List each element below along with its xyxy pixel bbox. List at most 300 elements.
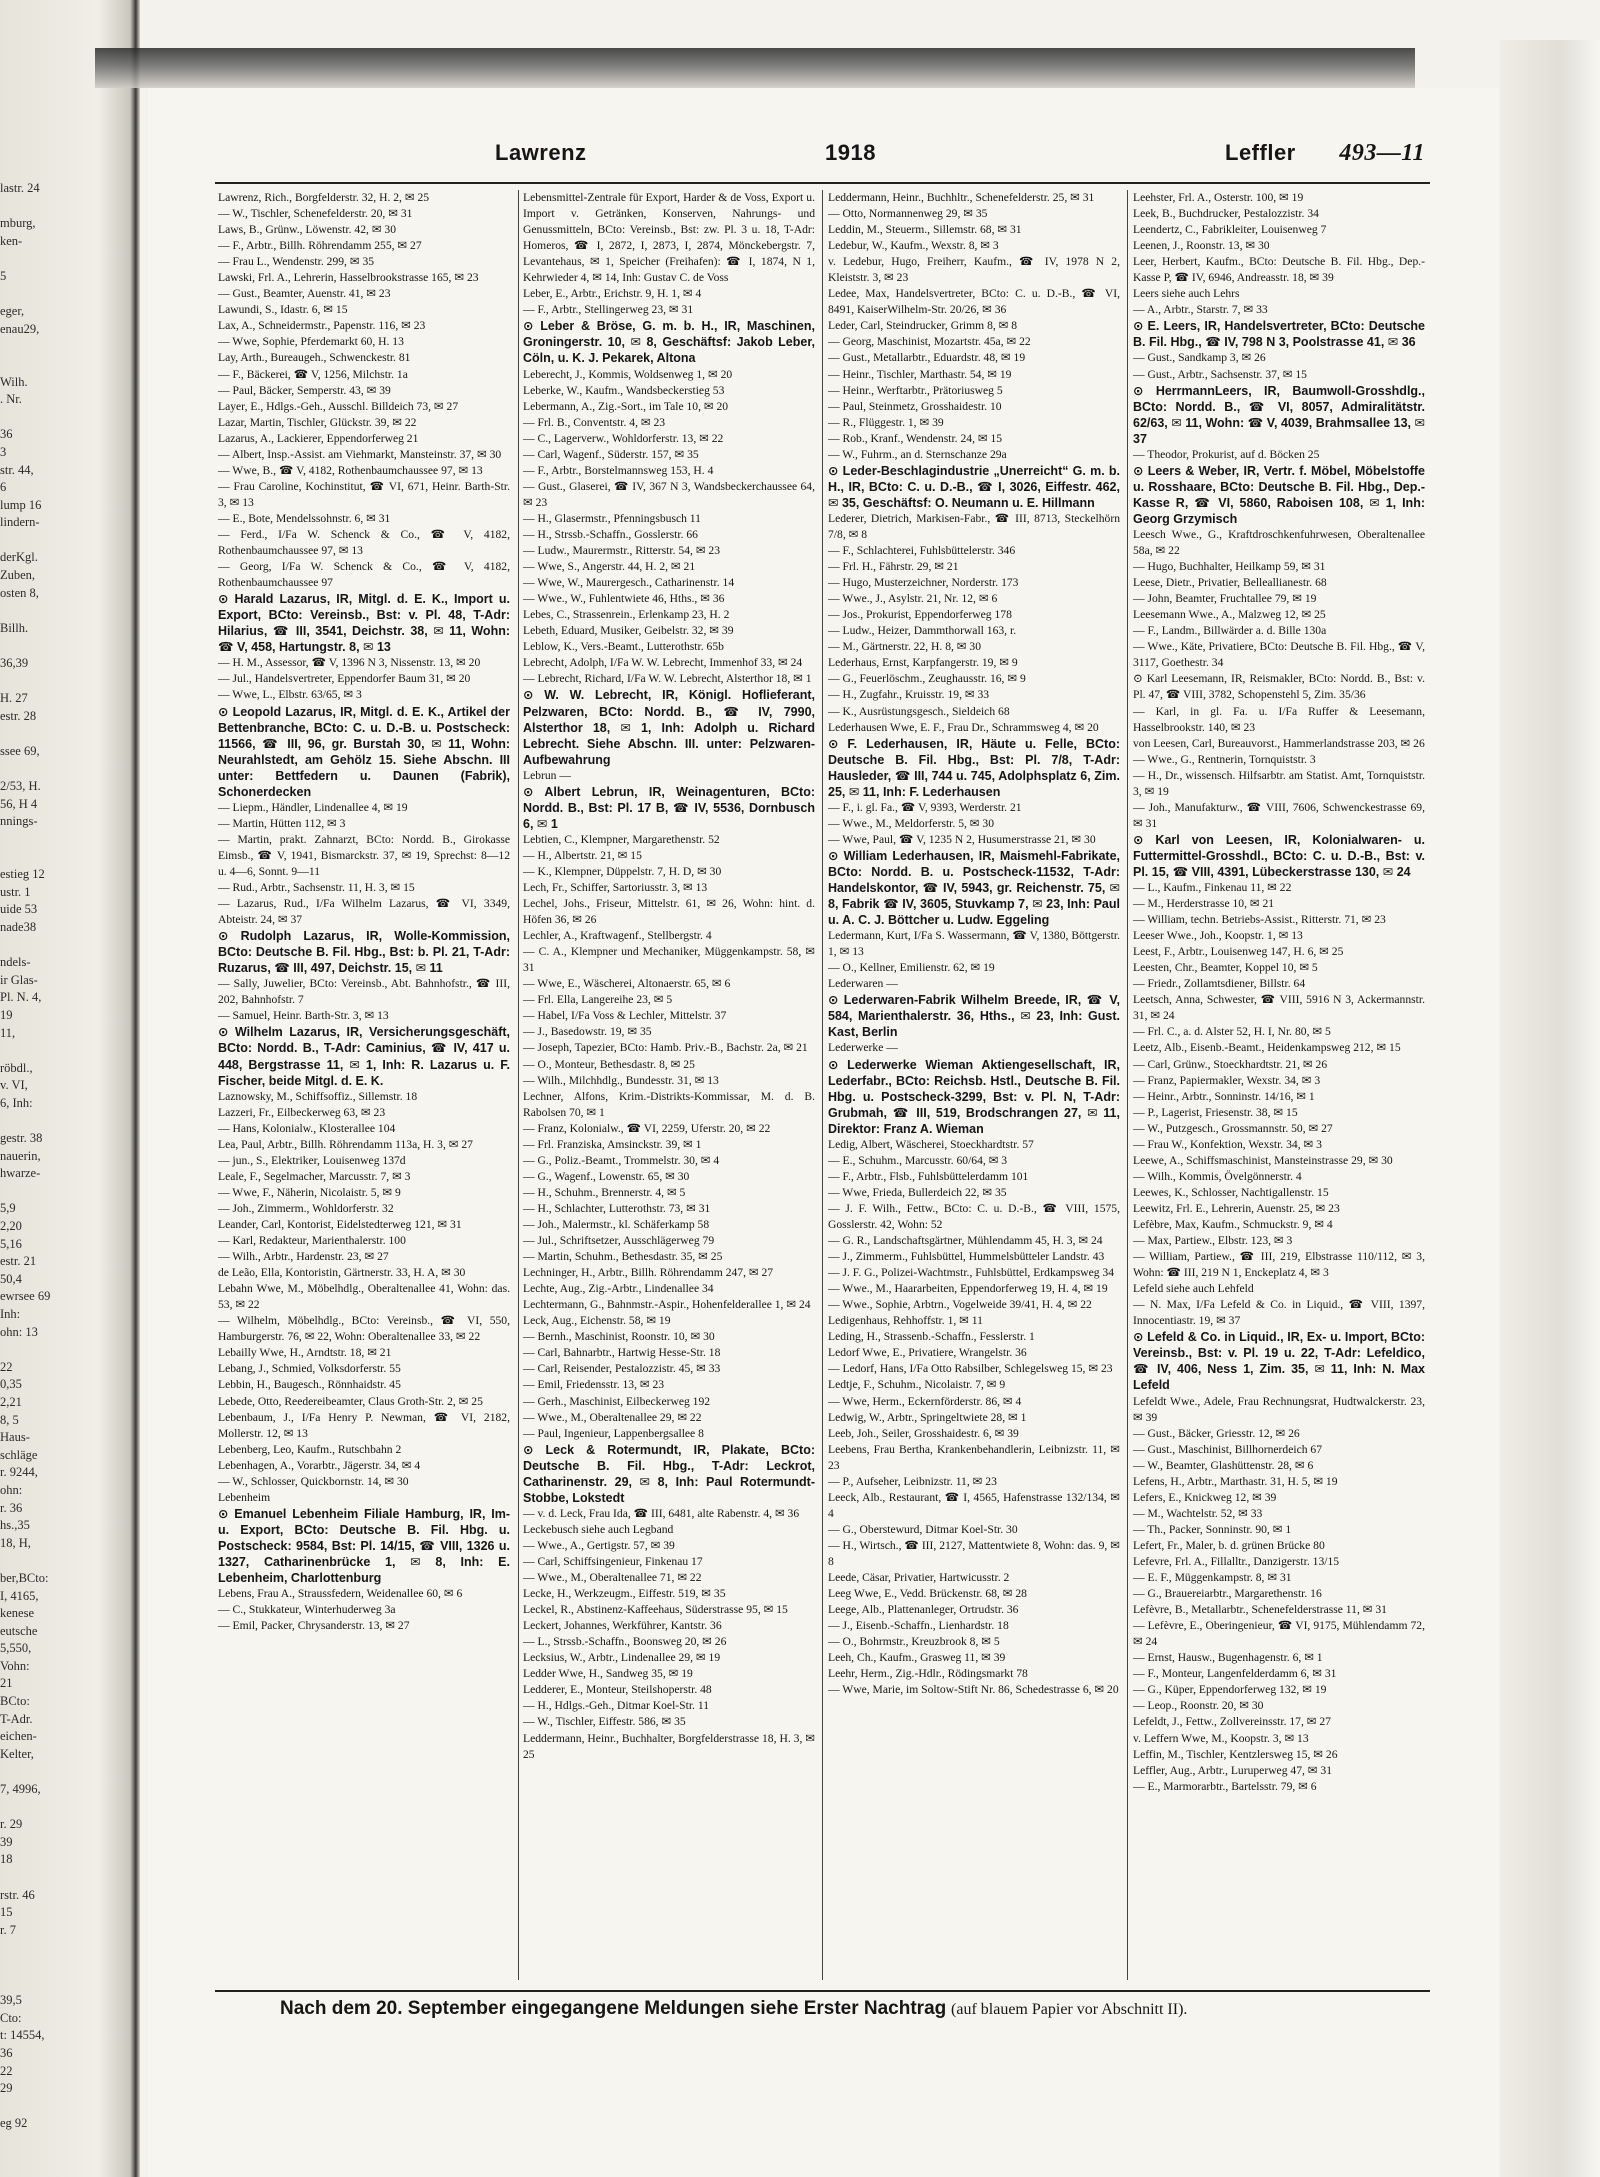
directory-entry: ⊙ Rudolph Lazarus, IR, Wolle-Kommission, BCto: Deutsche B. Fil. Hbg., Bst: b. Pl. 21, T-Adr: Ruzarus, ☎ III, 497, Deichstr. 15, ✉ 11 — [218, 929, 510, 976]
directory-entry: — Martin, prakt. Zahnarzt, BCto: Nordd. B., Girokasse Eimsb., ☎ V, 1941, Bismarckstr. 37, ✉ 19, Sprechst: 8—12 u. 4—6, Sonnt. 9—11 — [218, 832, 510, 878]
directory-entry: — H., Schuhm., Brennerstr. 4, ✉ 5 — [523, 1185, 686, 1199]
directory-entry: — H., Zugfahr., Kruisstr. 19, ✉ 33 — [828, 688, 990, 702]
footer-normal-text: (auf blauem Papier vor Abschnitt II). — [951, 2001, 1188, 2018]
directory-entry: Leberecht, J., Kommis, Woldsenweg 1, ✉ 20 — [523, 367, 733, 381]
directory-entry: Leeb, Joh., Seiler, Grosshaidestr. 6, ✉ 39 — [828, 1426, 1019, 1440]
gutter-line: 5,550, — [0, 1641, 32, 1656]
directory-entry: Leck, Aug., Eichenstr. 58, ✉ 19 — [523, 1314, 671, 1328]
gutter-line: ber,BCto: — [0, 1570, 49, 1585]
directory-entry: — Gust., Sandkamp 3, ✉ 26 — [1133, 351, 1266, 365]
directory-entry: — Jos., Prokurist, Eppendorferweg 178 — [828, 608, 1012, 622]
directory-entry: Lefèvre, B., Metallarbtr., Schenefelderstrasse 11, ✉ 31 — [1133, 1603, 1387, 1617]
gutter-line: I, 4165, — [0, 1588, 39, 1603]
directory-entry: Leewe, A., Schiffsmaschinist, Mansteinstrasse 29, ✉ 30 — [1133, 1153, 1393, 1167]
gutter-line: eutsche — [0, 1623, 38, 1638]
directory-entry: Lefers, E., Knickweg 12, ✉ 39 — [1133, 1490, 1277, 1504]
directory-entry: Leebens, Frau Bertha, Krankenbehandlerin, Leibnizstr. 11, ✉ 23 — [828, 1442, 1120, 1472]
gutter-line: nauerin, — [0, 1148, 41, 1163]
directory-entry: — Wwe, W., Maurergesch., Catharinenstr. 14 — [523, 576, 735, 590]
column-divider — [822, 190, 823, 1980]
gutter-line — [0, 250, 128, 268]
directory-entry: — Carl, Bahnarbtr., Hartwig Hesse-Str. 18 — [523, 1346, 721, 1360]
directory-entry: Lawrenz, Rich., Borgfelderstr. 32, H. 2, ✉ 25 — [218, 191, 430, 204]
gutter-line: 5,16 — [0, 1236, 22, 1251]
directory-entry: v. Leffern Wwe, M., Koopstr. 3, ✉ 13 — [1133, 1731, 1309, 1745]
column-2 — [523, 190, 815, 1990]
directory-entry: de Leão, Ella, Kontoristin, Gärtnerstr. 33, H. A, ✉ 30 — [218, 1266, 466, 1280]
directory-entry: ⊙ Harald Lazarus, IR, Mitgl. d. E. K., Import u. Export, BCto: Vereinsb., Bst: v. Pl. 48, T-Adr: Hilarius, ☎ III, 3541, Deichstr. 38, ✉ 11, Wohn: ☎ V, 458, Hartungstr. 8, ✉ 13 — [218, 592, 510, 655]
directory-entry: — Gust., Glaserei, ☎ IV, 367 N 3, Wandsbeckerchaussee 64, ✉ 23 — [523, 479, 815, 509]
directory-entry: — Gust., Arbtr., Sachsenstr. 37, ✉ 15 — [1133, 367, 1307, 381]
directory-entry: — Hans, Kolonialw., Klosterallee 104 — [218, 1121, 396, 1135]
gutter-line: 15 — [0, 1905, 13, 1920]
directory-entry: — A., Arbtr., Starstr. 7, ✉ 33 — [1133, 303, 1268, 317]
directory-entry: — Wwe., J., Asylstr. 21, Nr. 12, ✉ 6 — [828, 592, 998, 606]
gutter-line: eger, — [0, 304, 25, 319]
gutter-line: 39,5 — [0, 1993, 22, 2008]
directory-entry: — Sally, Juwelier, BCto: Vereinsb., Abt. Bahnhofstr., ☎ III, 202, Bahnhofstr. 7 — [218, 977, 510, 1007]
directory-entry: Lebensmittel-Zentrale für Export, Harder & de Voss, Export u. Import v. Getränken, Konserven, Nahrungs- und Genussmitteln, BCto: Vereinsb., Bst: zw. Pl. 3 u. 18, T-Adr: Homeros, ☎ I, 2872, I, 2873, I, 2874, Mönckebergstr. 7, Levantehaus, ✉ 1, Speicher (Freihafen): ☎ I, 1874, N 1, Kehrwieder 4, ✉ 14, Inh: Gustav C. de Voss — [523, 191, 815, 285]
directory-entry: Lazar, Martin, Tischler, Glückstr. 39, ✉ 22 — [218, 415, 417, 429]
gutter-line: r. 9244, — [0, 1465, 38, 1480]
directory-entry: Lazarus, A., Lackierer, Eppendorferweg 21 — [218, 431, 419, 445]
gutter-line: 6 — [0, 480, 7, 495]
directory-entry: Lechner, Alfons, Krim.-Distrikts-Kommissar, M. d. B. Rabolsen 70, ✉ 1 — [523, 1089, 815, 1119]
gutter-line: estieg 12 — [0, 867, 45, 882]
directory-entry: Leddermann, Heinr., Buchhltr., Schenefelderstr. 25, ✉ 31 — [828, 191, 1095, 204]
gutter-line: ken- — [0, 233, 23, 248]
directory-entry: Lefeldt, J., Fettw., Zollvereinsstr. 17, ✉ 27 — [1133, 1715, 1331, 1729]
directory-entry: Lebailly Wwe, H., Arndtstr. 18, ✉ 21 — [218, 1346, 392, 1360]
directory-entry: ⊙ Albert Lebrun, IR, Weinagenturen, BCto: Nordd. B., Bst: Pl. 17 B, ☎ IV, 5536, Dornbusch 6, ✉ 1 — [523, 784, 815, 831]
directory-entry: — G., Küper, Eppendorferweg 132, ✉ 19 — [1133, 1683, 1327, 1697]
gutter-line: nnings- — [0, 814, 38, 829]
gutter-line: Billh. — [0, 620, 29, 635]
directory-entry: — W., Tischler, Schenefelderstr. 20, ✉ 31 — [218, 207, 413, 221]
directory-entry: — H., Strssb.-Schaffn., Gosslerstr. 66 — [523, 527, 698, 541]
gutter-line: lump 16 — [0, 497, 42, 512]
gutter-line — [0, 761, 128, 779]
directory-entry: Lederer, Dietrich, Markisen-Fabr., ☎ III, 8713, Steckelhörn 7/8, ✉ 8 — [828, 511, 1120, 541]
directory-entry: — Hugo, Buchhalter, Heilkamp 59, ✉ 31 — [1133, 560, 1326, 574]
directory-entry: Leest, F., Arbtr., Louisenweg 147, H. 6, ✉ 25 — [1133, 945, 1344, 959]
directory-entry: — Liepm., Händler, Lindenallee 4, ✉ 19 — [218, 800, 408, 814]
gutter-line — [0, 1957, 128, 1975]
directory-entry: Ledorf Wwe, E., Privatiere, Wrangelstr. 36 — [828, 1346, 1027, 1360]
gutter-line: röbdl., — [0, 1060, 33, 1075]
directory-entry: Lechtermann, G., Bahnmstr.-Aspir., Hohenfelderallee 1, ✉ 24 — [523, 1298, 811, 1312]
header-last-entry: Leffler — [1225, 140, 1296, 165]
gutter-line: r. 29 — [0, 1817, 23, 1832]
gutter-line — [0, 1975, 128, 1993]
directory-entry: Lebahn Wwe, M., Möbelhdlg., Oberaltenallee 41, Wohn: das. 53, ✉ 22 — [218, 1282, 510, 1312]
gutter-line: 36 — [0, 427, 13, 442]
directory-entry: ⊙ Leers & Weber, IR, Vertr. f. Möbel, Möbelstoffe u. Rosshaare, BCto: Deutsche B. Fil. Hbg., Dep.-Kasse R, ☎ VI, 5860, Raboisen 108, ✉ 1, Inh: Georg Grzymisch — [1133, 463, 1425, 526]
directory-entry: v. Ledebur, Hugo, Freiherr, Kaufm., ☎ IV, 1978 N 2, Kleiststr. 3, ✉ 23 — [828, 255, 1120, 285]
directory-entry: — C., Lagerverw., Wohldorferstr. 13, ✉ 22 — [523, 431, 724, 445]
directory-entry: — W., Tischler, Eiffestr. 586, ✉ 35 — [523, 1715, 686, 1729]
directory-entry: ⊙ Lefeld & Co. in Liquid., IR, Ex- u. Import, BCto: Vereinsb., Bst: v. Pl. 19 u. 22, T-Adr: Lefeldico, ☎ IV, 406, Ness 1, Zim. 35, ✉ 11, Inh: N. Max Lefeld — [1133, 1330, 1425, 1393]
directory-entry: — Ferd., I/Fa W. Schenck & Co., ☎ V, 4182, Rothenbaumchaussee 97, ✉ 13 — [218, 527, 510, 558]
directory-entry: — H., Albertstr. 21, ✉ 15 — [523, 848, 642, 862]
gutter-line: r. 7 — [0, 1922, 16, 1937]
directory-entry: — Martin, Schuhm., Bethesdastr. 35, ✉ 25 — [523, 1250, 723, 1264]
directory-entry: Lechler, A., Kraftwagenf., Stellbergstr. 4 — [523, 929, 712, 943]
directory-entry: — Wwe, B., ☎ V, 4182, Rothenbaumchaussee 97, ✉ 13 — [218, 463, 483, 477]
directory-entry: — Carl, Grünw., Stoeckhardtstr. 21, ✉ 26 — [1133, 1057, 1328, 1071]
gutter-line — [0, 831, 128, 849]
directory-entry: — H., Schlachter, Lutterothstr. 73, ✉ 31 — [523, 1201, 711, 1215]
directory-entry: — Friedr., Zollamtsdiener, Billstr. 64 — [1133, 977, 1306, 991]
directory-entry: — N. Max, I/Fa Lefeld & Co. in Liquid., ☎ VIII, 1397, Innocentiastr. 19, ✉ 37 — [1133, 1298, 1425, 1328]
gutter-line — [0, 1869, 128, 1887]
directory-entry: — Wwe, Paul, ☎ V, 1235 N 2, Husumerstrasse 21, ✉ 30 — [828, 832, 1096, 846]
directory-entry: — F., Arbtr., Billh. Röhrendamm 255, ✉ 27 — [218, 239, 422, 253]
directory-entry: — Max, Partiew., Elbstr. 123, ✉ 3 — [1133, 1234, 1293, 1248]
directory-entry: — Wwe., M., Haararbeiten, Eppendorferweg 19, H. 4, ✉ 19 — [828, 1282, 1108, 1296]
gutter-line: kenese — [0, 1606, 35, 1621]
directory-entry: ⊙ W. W. Lebrecht, IR, Königl. Hoflieferant, Pelzwaren, BCto: Nordd. B., ☎ IV, 7990, Alsterthor 18, ✉ 1, Inh: Adolph u. Richard Lebrecht. Siehe Abschn. III. unter: Pelzwaren-Aufbewahrung — [523, 688, 815, 767]
directory-entry: Lebede, Otto, Reedereibeamter, Claus Groth-Str. 2, ✉ 25 — [218, 1394, 483, 1408]
gutter-line — [0, 673, 128, 691]
directory-entry: Lebermann, A., Zig.-Sort., im Tale 10, ✉ 20 — [523, 399, 729, 413]
gutter-line: Pl. N. 4, — [0, 990, 42, 1005]
gutter-line: mburg, — [0, 216, 36, 231]
directory-entry: — Joseph, Tapezier, BCto: Hamb. Priv.-B., Bachstr. 2a, ✉ 21 — [523, 1041, 808, 1055]
directory-entry: — Heinr., Tischler, Marthastr. 54, ✉ 19 — [828, 367, 1012, 381]
gutter-line: 7, 4996, — [0, 1782, 41, 1797]
gutter-line: 5,9 — [0, 1201, 16, 1216]
gutter-line: hwarze- — [0, 1166, 41, 1181]
gutter-line: 21 — [0, 1676, 13, 1691]
directory-entry: — W., Beamter, Glashüttenstr. 28, ✉ 6 — [1133, 1458, 1314, 1472]
directory-entry: Lefeld siehe auch Lehfeld — [1133, 1282, 1254, 1296]
directory-entry: — Emil, Packer, Chrysanderstr. 13, ✉ 27 — [218, 1619, 410, 1633]
gutter-line: v. VI, — [0, 1078, 28, 1093]
directory-entry: — Gust., Beamter, Auenstr. 41, ✉ 23 — [218, 287, 391, 301]
directory-entry: — E. F., Müggenkampstr. 8, ✉ 31 — [1133, 1571, 1292, 1585]
directory-entry: ⊙ Emanuel Lebenheim Filiale Hamburg, IR, Im- u. Export, BCto: Deutsche B. Fil. Hbg. u. Postscheck: 9584, Bst: Pl. 14/15, ☎ VIII, 1326 u. 1327, Catharinenbrücke 1, ✉ 8, Inh: E. Lebenheim, Charlottenburg — [218, 1506, 510, 1586]
directory-entry: Leers siehe auch Lehrs — [1133, 287, 1240, 301]
gutter-line: . Nr. — [0, 392, 22, 407]
directory-entry: Lefeldt Wwe., Adele, Frau Rechnungsrat, Hudtwalckerstr. 23, ✉ 39 — [1133, 1394, 1425, 1424]
directory-entry: Leesch Wwe., G., Kraftdroschkenfuhrwesen, Oberaltenallee 58a, ✉ 22 — [1133, 527, 1425, 558]
header-first-entry: Lawrenz — [495, 140, 587, 165]
gutter-line: 2,21 — [0, 1394, 22, 1409]
gutter-line — [0, 1939, 128, 1957]
directory-entry: Ledig, Albert, Wäscherei, Stoeckhardtstr. 57 — [828, 1137, 1034, 1151]
directory-entry: — Rud., Arbtr., Sachsenstr. 11, H. 3, ✉ 15 — [218, 881, 415, 895]
footer-rule — [215, 1990, 1430, 1992]
directory-entry: — William, Partiew., ☎ III, 219, Elbstrasse 110/112, ✉ 3, Wohn: ☎ III, 219 N 1, Enckeplatz 4, ✉ 3 — [1133, 1250, 1425, 1280]
directory-entry: — G., Oberstewurd, Ditmar Koel-Str. 30 — [828, 1522, 1018, 1536]
gutter-line — [0, 725, 128, 743]
directory-entry: ⊙ F. Lederhausen, IR, Häute u. Felle, BCto: Deutsche B. Fil. Hbg., Bst: Pl. 7/8, T-Adr: Hausleder, ☎ III, 744 u. 745, Adolphsplatz 6, Zim. 25, ✉ 11, Inh: F. Lederhausen — [828, 736, 1120, 799]
gutter-line — [0, 602, 128, 620]
directory-entry: Lederwaren — — [828, 977, 898, 991]
directory-entry: — Gerh., Maschinist, Eilbeckerweg 192 — [523, 1394, 711, 1408]
directory-entry: — F., Arbtr., Borstelmannsweg 153, H. 4 — [523, 463, 714, 477]
gutter-line: 8, 5 — [0, 1412, 19, 1427]
directory-entry: Lechninger, H., Arbtr., Billh. Röhrendamm 247, ✉ 27 — [523, 1266, 774, 1280]
gutter-line: Vohn: — [0, 1658, 30, 1673]
directory-entry: — F., Arbtr., Stellingerweg 23, ✉ 31 — [523, 303, 694, 317]
gutter-line: 22 — [0, 2063, 13, 2078]
gutter-line: lindern- — [0, 515, 40, 530]
directory-entry: — E., Marmorarbtr., Bartelsstr. 79, ✉ 6 — [1133, 1779, 1317, 1793]
gutter-line: 18 — [0, 1852, 13, 1867]
directory-entry: — O., Monteur, Bethesdastr. 8, ✉ 25 — [523, 1057, 695, 1071]
gutter-line — [0, 1341, 128, 1359]
gutter-line: ustr. 1 — [0, 884, 31, 899]
directory-entry: — L., Strssb.-Schaffn., Boonsweg 20, ✉ 26 — [523, 1635, 727, 1649]
gutter-line: str. 44, — [0, 462, 34, 477]
directory-entry: — J., Eisenb.-Schaffn., Lienhardstr. 18 — [828, 1619, 1009, 1633]
directory-entry: Lechte, Aug., Zig.-Arbtr., Lindenallee 34 — [523, 1282, 714, 1296]
directory-entry: — O., Kellner, Emilienstr. 62, ✉ 19 — [828, 961, 995, 975]
directory-entry: — Wwe., Käte, Privatiere, BCto: Deutsche B. Fil. Hbg., ☎ V, 3117, Goethestr. 34 — [1133, 640, 1425, 670]
directory-entry: ⊙ Lederwaren-Fabrik Wilhelm Breede, IR, ☎ V, 584, Marienthalerstr. 36, Hths., ✉ 23, Inh: Gust. Kast, Berlin — [828, 993, 1120, 1040]
directory-entry: Leffler, Aug., Arbtr., Luruperweg 47, ✉ 31 — [1133, 1763, 1333, 1777]
gutter-line: Cto: — [0, 2010, 22, 2025]
gutter-line: 2/53, H. — [0, 779, 41, 794]
gutter-line — [0, 1042, 128, 1060]
directory-entry: — H., Hdlgs.-Geh., Ditmar Koel-Str. 11 — [523, 1699, 710, 1713]
directory-entry: Lawski, Frl. A., Lehrerin, Hasselbrookstrasse 165, ✉ 23 — [218, 271, 479, 285]
directory-entry: — Martin, Hütten 112, ✉ 3 — [218, 816, 346, 830]
directory-entry: Leesemann Wwe., A., Malzweg 12, ✉ 25 — [1133, 608, 1326, 622]
gutter-line: estr. 21 — [0, 1254, 37, 1269]
gutter-line: nade38 — [0, 919, 37, 934]
directory-entry: — E., Schuhm., Marcusstr. 60/64, ✉ 3 — [828, 1153, 1008, 1167]
directory-entry: — Frl. C., a. d. Alster 52, H. I, Nr. 80, ✉ 5 — [1133, 1025, 1331, 1039]
directory-entry: — Frl. Franziska, Amsinckstr. 39, ✉ 1 — [523, 1137, 702, 1151]
top-shadow — [95, 48, 1415, 88]
directory-entry: — M., Wachtelstr. 52, ✉ 33 — [1133, 1506, 1263, 1520]
directory-entry: Lawundi, S., Idastr. 6, ✉ 15 — [218, 303, 348, 317]
directory-entry: Ledebur, W., Kaufm., Wexstr. 8, ✉ 3 — [828, 239, 999, 253]
directory-entry: Ledwig, W., Arbtr., Springeltwiete 28, ✉ 1 — [828, 1410, 1027, 1424]
gutter-line — [0, 198, 128, 216]
directory-entry: Lecksius, W., Arbtr., Lindenallee 29, ✉ 19 — [523, 1651, 721, 1665]
directory-entry: — Karl, in gl. Fa. u. I/Fa Ruffer & Leesemann, Hasselbrookstr. 140, ✉ 23 — [1133, 704, 1425, 734]
directory-entry: — Rob., Kranf., Wendenstr. 24, ✉ 15 — [828, 431, 1003, 445]
directory-entry: — Joh., Zimmerm., Wohldorferstr. 32 — [218, 1201, 394, 1215]
directory-entry: Leckert, Johannes, Werkführer, Kantstr. 36 — [523, 1619, 722, 1633]
column-4 — [1133, 190, 1425, 1990]
column-3 — [828, 190, 1120, 1990]
directory-entry: — Frau Caroline, Kochinstitut, ☎ VI, 671, Heinr. Barth-Str. 3, ✉ 13 — [218, 479, 510, 509]
gutter-line: 56, H 4 — [0, 796, 38, 811]
directory-entry: Lax, A., Schneidermstr., Papenstr. 116, ✉ 23 — [218, 319, 426, 333]
gutter-line: Inh: — [0, 1307, 21, 1321]
directory-entry: — F., i. gl. Fa., ☎ V, 9393, Werderstr. 21 — [828, 800, 1022, 814]
directory-entry: — H., Wirtsch., ☎ III, 2127, Mattentwiete 8, Wohn: das. 9, ✉ 8 — [828, 1538, 1120, 1568]
directory-entry: — Wwe, Herm., Eckernförderstr. 86, ✉ 4 — [828, 1394, 1022, 1408]
directory-entry: — Paul, Ingenieur, Lappenbergsallee 8 — [523, 1426, 704, 1440]
gutter-line — [0, 356, 128, 374]
directory-entry: — Wwe, Frieda, Bullerdeich 22, ✉ 35 — [828, 1185, 1007, 1199]
directory-entry: — Frl. B., Conventstr. 4, ✉ 23 — [523, 415, 666, 429]
directory-entry: Leewitz, Frl. E., Lehrerin, Auenstr. 25, ✉ 23 — [1133, 1201, 1340, 1215]
directory-entry: — H. M., Assessor, ☎ V, 1396 N 3, Nissenstr. 13, ✉ 20 — [218, 656, 481, 670]
directory-entry: — Wwe., M., Oberaltenallee 29, ✉ 22 — [523, 1410, 702, 1424]
directory-entry: — H., Glasermstr., Pfenningsbusch 11 — [523, 511, 701, 525]
directory-entry: — J., Zimmerm., Fuhlsbüttel, Hummelsbütteler Landstr. 43 — [828, 1250, 1105, 1264]
directory-entry: — Franz, Kolonialw., ☎ VI, 2259, Uferstr. 20, ✉ 22 — [523, 1121, 771, 1135]
gutter-line: BCto: — [0, 1694, 30, 1709]
directory-entry: ⊙ William Lederhausen, IR, Maismehl-Fabrikate, BCto: Nordd. B. u. Postscheck-11532, T-Adr: Handelskontor, ☎ IV, 5943, gr. Reichenstr. 75, ✉ 8, Fabrik ☎ IV, 3605, Stuvkamp 7, ✉ 23, Inh: Paul u. A. C. J. Böttcher u. Ludw. Eggeling — [828, 848, 1120, 928]
column-1 — [218, 190, 510, 1990]
gutter-line: t: 14554, — [0, 2028, 45, 2043]
directory-entry: — C., Stukkateur, Winterhuderweg 3a — [218, 1603, 396, 1617]
directory-entry: Lech, Fr., Schiffer, Sartoriusstr. 3, ✉ 13 — [523, 881, 708, 895]
directory-entry: — Habel, I/Fa Voss & Lechler, Mittelstr. 37 — [523, 1009, 727, 1023]
directory-entry: — G., Brauereiarbtr., Margarethenstr. 16 — [1133, 1587, 1322, 1601]
gutter-line — [0, 937, 128, 955]
directory-entry: — Joh., Manufakturw., ☎ VIII, 7606, Schwenckestrasse 69, ✉ 31 — [1133, 800, 1425, 830]
directory-entry: — Frau L., Wendenstr. 299, ✉ 35 — [218, 255, 375, 269]
directory-entry: — Lazarus, Rud., I/Fa Wilhelm Lazarus, ☎ VI, 3349, Abteistr. 24, ✉ 37 — [218, 897, 510, 927]
directory-entry: — F., Bäckerei, ☎ V, 1256, Milchstr. 1a — [218, 367, 408, 381]
directory-entry: Lefèbre, Max, Kaufm., Schmuckstr. 9, ✉ 4 — [1133, 1218, 1333, 1231]
directory-entry: Leffin, M., Tischler, Kentzlersweg 15, ✉ 26 — [1133, 1747, 1338, 1761]
directory-entry: ⊙ Karl Leesemann, IR, Reismakler, BCto: Nordd. B., Bst: v. Pl. 47, ☎ VIII, 3782, Schopenstehl 5, Zim. 35/36 — [1133, 672, 1425, 702]
directory-entry: — Lefèvre, E., Oberingenieur, ☎ VI, 9175, Mühlendamm 72, ✉ 24 — [1133, 1619, 1425, 1649]
header-rule — [215, 182, 1430, 184]
gutter-line: 0,35 — [0, 1377, 22, 1392]
directory-entry: — Wwe., Sophie, Arbtrn., Vogelweide 39/41, H. 4, ✉ 22 — [828, 1298, 1092, 1312]
page-number: 493—11 — [1339, 140, 1425, 166]
directory-entry: — Ledorf, Hans, I/Fa Otto Rabsilber, Schlegelsweg 15, ✉ 23 — [828, 1362, 1113, 1376]
directory-entry: ⊙ Wilhelm Lazarus, IR, Versicherungsgeschäft, BCto: Nordd. B., T-Adr: Caminius, ☎ IV, 417 u. 448, Bergstrasse 11, ✉ 1, Inh: R. Lazarus u. F. Fischer, beide Mitgl. d. E. K. — [218, 1025, 510, 1088]
directory-entry: — J. F. G., Polizei-Wachtmstr., Fuhlsbüttel, Erdkampsweg 34 — [828, 1266, 1115, 1280]
gutter-line: H. 27 — [0, 691, 28, 706]
gutter-line: 3 — [0, 444, 7, 459]
directory-entry: — K., Ausrüstungsgesch., Sieldeich 68 — [828, 704, 1010, 718]
directory-entry: — G., Wagenf., Lowenstr. 65, ✉ 30 — [523, 1169, 690, 1183]
gutter-line — [0, 1552, 128, 1570]
directory-entry: — v. d. Leck, Frau Ida, ☎ III, 6481, alte Rabenstr. 4, ✉ 36 — [523, 1506, 800, 1520]
directory-entry: — G., Poliz.-Beamt., Trommelstr. 30, ✉ 4 — [523, 1153, 720, 1167]
directory-entry: Leehster, Frl. A., Osterstr. 100, ✉ 19 — [1133, 191, 1304, 204]
directory-entry: Lebrecht, Adolph, I/Fa W. W. Lebrecht, Immenhof 33, ✉ 24 — [523, 656, 803, 670]
directory-entry: — Bernh., Maschinist, Roonstr. 10, ✉ 30 — [523, 1330, 715, 1344]
directory-entry: — Wwe, Marie, im Soltow-Stift Nr. 86, Schedestrasse 6, ✉ 20 — [828, 1683, 1119, 1697]
gutter-line: 22 — [0, 1359, 13, 1374]
directory-entry: Lederhaus, Ernst, Karpfangerstr. 19, ✉ 9 — [828, 656, 1018, 670]
gutter-line: 29 — [0, 2081, 13, 2096]
gutter-line: 19 — [0, 1007, 13, 1022]
directory-entry: — F., Monteur, Langenfelderdamm 6, ✉ 31 — [1133, 1667, 1337, 1681]
gutter-line: ir Glas- — [0, 972, 38, 987]
directory-entry: — C. A., Klempner und Mechaniker, Müggenkampstr. 58, ✉ 31 — [523, 945, 815, 975]
footer-bold-text: Nach dem 20. September eingegangene Meldungen siehe Erster Nachtrag — [280, 1998, 947, 2019]
directory-entry: Lefert, Fr., Maler, b. d. grünen Brücke 80 — [1133, 1538, 1325, 1552]
directory-entry: ⊙ E. Leers, IR, Handelsvertreter, BCto: Deutsche B. Fil. Hbg., ☎ IV, 798 N 3, Poolstrasse 41, ✉ 36 — [1133, 319, 1425, 350]
gutter-line: 36,39 — [0, 656, 29, 671]
directory-entry: Lebenbaum, J., I/Fa Henry P. Newman, ☎ VI, 2182, Mollerstr. 12, ✉ 13 — [218, 1410, 510, 1440]
gutter-line — [0, 637, 128, 655]
directory-entry: Lebeth, Eduard, Musiker, Geibelstr. 32, ✉ 39 — [523, 624, 734, 638]
gutter-line: 39 — [0, 1834, 13, 1849]
directory-entry: Laznowsky, M., Schiffsoffiz., Sillemstr. 18 — [218, 1089, 418, 1103]
directory-entry: — Karl, Redakteur, Marienthalerstr. 100 — [218, 1234, 406, 1248]
directory-entry: — Jul., Schriftsetzer, Ausschlägerweg 79 — [523, 1234, 715, 1248]
directory-entry: Lebtien, C., Klempner, Margarethenstr. 52 — [523, 832, 720, 846]
gutter-line: ohn: — [0, 1482, 23, 1497]
gutter-line — [0, 338, 128, 356]
gutter-line: rstr. 46 — [0, 1887, 35, 1902]
gutter-line: estr. 28 — [0, 708, 37, 723]
directory-entry: — J. F. Wilh., Fettw., BCto: C. u. D.-B., ☎ VIII, 1575, Gosslerstr. 42, Wohn: 52 — [828, 1201, 1120, 1231]
gutter-line — [0, 532, 128, 550]
directory-entry: — J., Basedowstr. 19, ✉ 35 — [523, 1025, 652, 1039]
directory-entry: Lecke, H., Werkzeugm., Eiffestr. 519, ✉ 35 — [523, 1587, 726, 1601]
directory-entry: Lay, Arth., Bureaugeh., Schwenckestr. 81 — [218, 351, 411, 365]
directory-entry: — G., Feuerlöschm., Zeughausstr. 16, ✉ 9 — [828, 672, 1026, 686]
column-divider — [518, 190, 519, 1980]
gutter-line: Kelter, — [0, 1746, 34, 1761]
gutter-line: uide 53 — [0, 902, 38, 917]
directory-entry: Leder, Carl, Steindrucker, Grimm 8, ✉ 8 — [828, 319, 1018, 333]
directory-entry: — Wwe., A., Gertigstr. 57, ✉ 39 — [523, 1538, 675, 1552]
gutter-line: 36 — [0, 2045, 13, 2060]
directory-entry: — Albert, Insp.-Assist. am Viehmarkt, Mansteinstr. 37, ✉ 30 — [218, 447, 502, 461]
directory-entry: ⊙ Leopold Lazarus, IR, Mitgl. d. E. K., Artikel der Bettenbranche, BCto: C. u. D.-B. u. Postscheck: 11566, ☎ III, 96, gr. Burstah 30, ✉ 11, Wohn: Neurahlstedt, am Gehölz 15. Siehe Abschn. III unter: Bettfedern u. Daunen (Fabrik), Schonerdecken — [218, 704, 510, 799]
directory-entry: — Heinr., Arbtr., Sonninstr. 14/16, ✉ 1 — [1133, 1089, 1315, 1103]
directory-entry: — jun., S., Elektriker, Louisenweg 137d — [218, 1153, 406, 1167]
directory-entry: Leede, Cäsar, Privatier, Hartwicusstr. 2 — [828, 1571, 1010, 1585]
directory-entry: — Wwe., G., Rentnerin, Tornquiststr. 3 — [1133, 752, 1316, 766]
directory-entry: Leddermann, Heinr., Buchhalter, Borgfelderstrasse 18, H. 3, ✉ 25 — [523, 1731, 815, 1761]
directory-entry: — Gust., Maschinist, Billhornerdeich 67 — [1133, 1442, 1323, 1456]
directory-entry: Leeg Wwe, E., Vedd. Brückenstr. 68, ✉ 28 — [828, 1587, 1027, 1601]
footer-note — [280, 1998, 1430, 2028]
directory-entry: — Otto, Normannenweg 29, ✉ 35 — [828, 207, 988, 221]
gutter-line — [0, 1112, 128, 1130]
directory-entry: — Gust., Metallarbtr., Eduardstr. 48, ✉ 19 — [828, 351, 1026, 365]
directory-entry: — M., Gärtnerstr. 22, H. 8, ✉ 30 — [828, 640, 982, 654]
directory-entry: Leewes, K., Schlosser, Nachtigallenstr. 15 — [1133, 1185, 1329, 1199]
directory-entry: — Joh., Malermstr., kl. Schäferkamp 58 — [523, 1218, 710, 1231]
directory-entry: Ledderer, E., Monteur, Steilshoperstr. 48 — [523, 1683, 712, 1697]
directory-entry: — H., Dr., wissensch. Hilfsarbtr. am Statist. Amt, Tornquiststr. 3, ✉ 19 — [1133, 768, 1425, 798]
directory-entry: Leckel, R., Abstinenz-Kaffeehaus, Süderstrasse 95, ✉ 15 — [523, 1603, 788, 1617]
directory-entry: — Lebrecht, Richard, I/Fa W. W. Lebrecht, Alsterthor 18, ✉ 1 — [523, 672, 812, 686]
directory-entry: Leetsch, Anna, Schwester, ☎ VIII, 5916 N 3, Ackermannstr. 31, ✉ 24 — [1133, 993, 1425, 1023]
directory-entry: — Jul., Handelsvertreter, Eppendorfer Baum 31, ✉ 20 — [218, 672, 471, 686]
directory-entry: Lebenheim — [218, 1490, 271, 1504]
gutter-line — [0, 2098, 128, 2116]
right-margin — [1500, 40, 1600, 2177]
directory-entry: Leddin, M., Steuerm., Sillemstr. 68, ✉ 31 — [828, 223, 1022, 237]
directory-entry: Leer, Herbert, Kaufm., BCto: Deutsche B. Fil. Hbg., Dep.-Kasse P, ☎ IV, 6946, Andreasstr. 18, ✉ 39 — [1133, 255, 1425, 285]
directory-entry: ⊙ Leck & Rotermundt, IR, Plakate, BCto: Deutsche B. Fil. Hbg., T-Adr: Leckrot, Catharinenstr. 29, ✉ 8, Inh: Paul Rotermundt-Stobbe, Lokstedt — [523, 1442, 815, 1505]
gutter-line: T-Adr. — [0, 1711, 33, 1726]
directory-entry: Leehr, Herm., Zig.-Hdlr., Rödingsmarkt 78 — [828, 1667, 1028, 1681]
directory-entry: — F., Schlachterei, Fuhlsbüttelerstr. 346 — [828, 544, 1016, 558]
directory-entry: — R., Flüggestr. 1, ✉ 39 — [828, 415, 944, 429]
directory-entry: — F., Landm., Billwärder a. d. Bille 130a — [1133, 624, 1327, 638]
directory-entry: — Heinr., Werftarbtr., Prätoriusweg 5 — [828, 383, 1003, 397]
gutter-line: Haus- — [0, 1430, 30, 1445]
directory-entry: — Georg, Maschinist, Mozartstr. 45a, ✉ 22 — [828, 335, 1031, 349]
directory-entry: — Wilh., Kommis, Övelgönnerstr. 4 — [1133, 1169, 1302, 1183]
directory-entry: — Wwe., M., Meldorferstr. 5, ✉ 30 — [828, 816, 994, 830]
previous-page-fragment — [0, 180, 128, 2131]
directory-entry: Lebrun — — [523, 768, 571, 782]
